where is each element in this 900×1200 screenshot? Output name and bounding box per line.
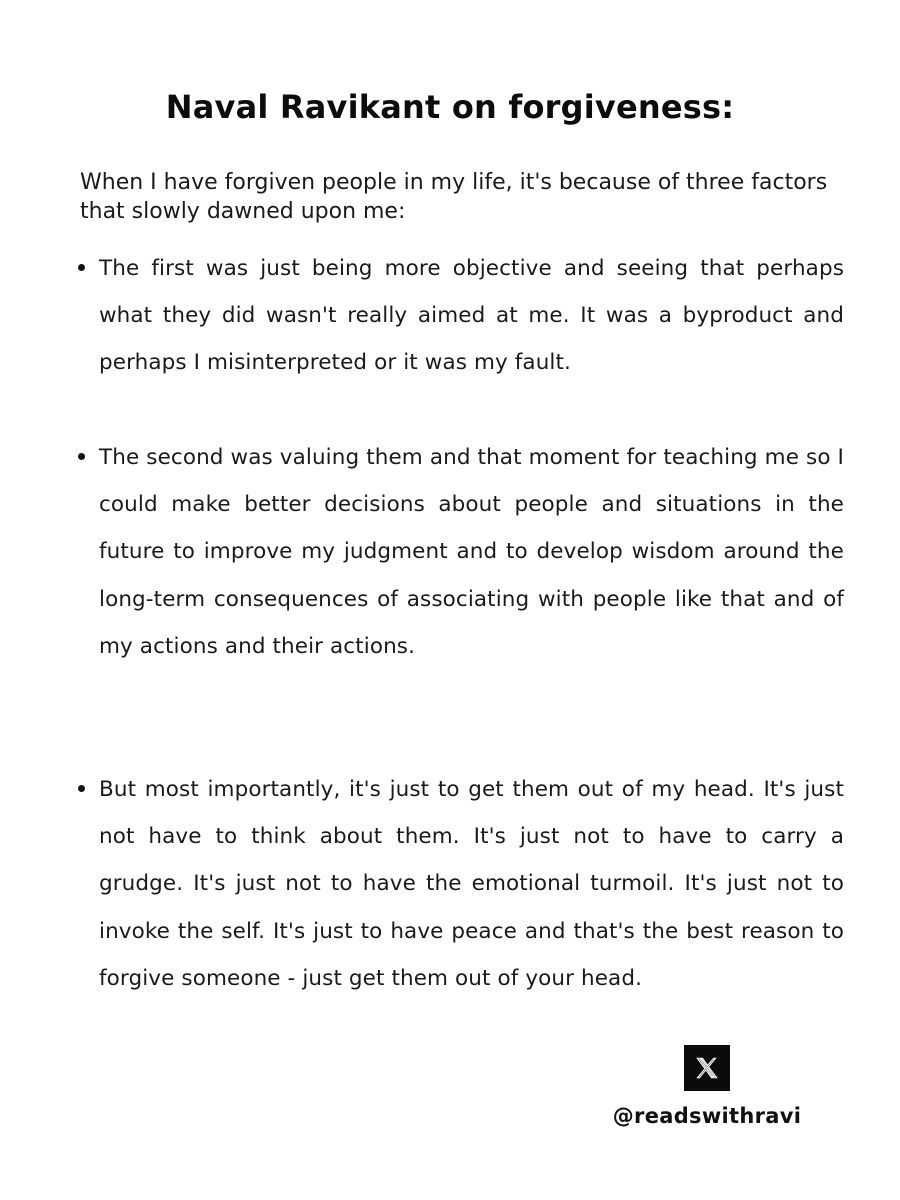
page-title: Naval Ravikant on forgiveness:: [165, 88, 735, 126]
x-logo-glyph: [694, 1055, 720, 1081]
list-item: [78, 766, 844, 1002]
bullet-text: The second was valuing them and that moment for teaching me so I could make better decisions about people and situations in the future to improve my judgment and to develop wisdom around the long-term consequences of associating with people like that and of my actions and their actions.: [99, 445, 844, 659]
list-item: [78, 434, 844, 670]
intro-paragraph: When I have forgiven people in my life, it's because of three factors that slowly dawned upon me:: [80, 170, 828, 224]
bullet-text: The first was just being more objective and seeing that perhaps what they did wasn't really aimed at me. It was a byproduct and perhaps I misinterpreted or it was my fault.: [99, 256, 844, 376]
x-logo-icon[interactable]: [684, 1045, 730, 1091]
bullet-dot-icon: [78, 785, 85, 792]
bullet-dot-icon: [78, 264, 85, 271]
bullet-text: But most importantly, it's just to get them out of my head. It's just not have to think about them. It's just not to have to carry a grudge. It's just not to have the emotional turmoil. It's just not to invoke the self. It's just to have peace and that's the best reason to forgive someone - just get them out of your head.: [99, 777, 844, 991]
social-handle[interactable]: @readswithravi: [612, 1104, 802, 1128]
bullet-dot-icon: [78, 453, 85, 460]
list-item: [78, 245, 844, 387]
